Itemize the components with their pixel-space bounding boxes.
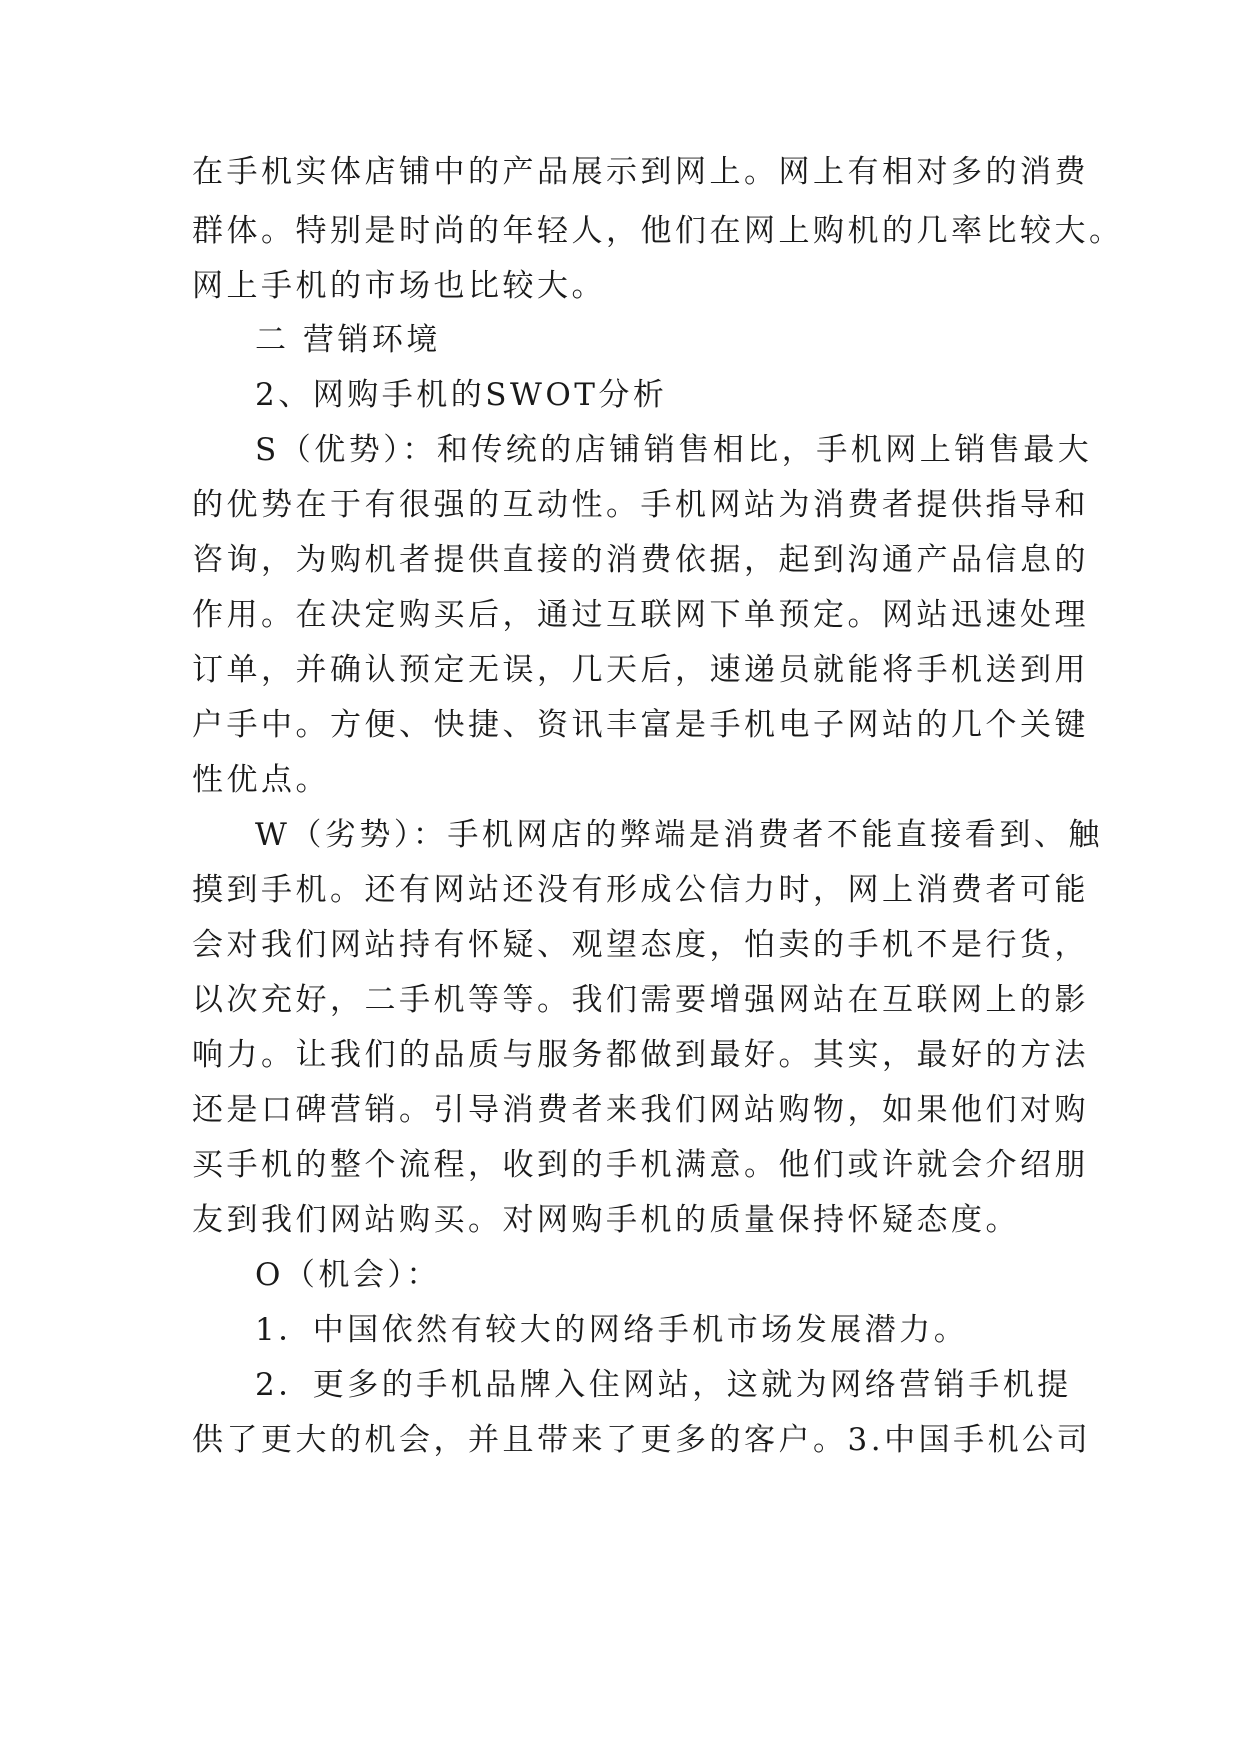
text-line: 网上手机的市场也比较大。 [192,268,606,304]
text-line: 响力。让我们的品质与服务都做到最好。其实，最好的方法 [192,1037,1089,1073]
list-item: 2．更多的手机品牌入住网站，这就为网络营销手机提 [255,1367,1072,1403]
text-line: 咨询，为购机者提供直接的消费依据，起到沟通产品信息的 [192,542,1089,578]
text-line: 在手机实体店铺中的产品展示到网上。网上有相对多的消费 [192,154,1089,190]
text-line: 还是口碑营销。引导消费者来我们网站购物，如果他们对购 [192,1092,1089,1128]
text-line: 群体。特别是时尚的年轻人，他们在网上购机的几率比较大。 [192,213,1124,249]
text-line: W（劣势）：手机网店的弊端是消费者不能直接看到、触 [255,817,1103,853]
text-line: 性优点。 [192,762,330,798]
text-line: 会对我们网站持有怀疑、观望态度，怕卖的手机不是行货， [192,927,1089,963]
text-line: S（优势）：和传统的店铺销售相比，手机网上销售最大 [255,432,1093,468]
text-line: 友到我们网站购买。对网购手机的质量保持怀疑态度。 [192,1202,1020,1238]
text-line: 供了更大的机会，并且带来了更多的客户。3.中国手机公司 [192,1422,1092,1458]
text-line: 作用。在决定购买后，通过互联网下单预定。网站迅速处理 [192,597,1089,633]
text-line: 订单，并确认预定无误，几天后，速递员就能将手机送到用 [192,652,1089,688]
text-line: 户手中。方便、快捷、资讯丰富是手机电子网站的几个关键 [192,707,1089,743]
text-line: 摸到手机。还有网站还没有形成公信力时，网上消费者可能 [192,872,1089,908]
text-line: 以次充好，二手机等等。我们需要增强网站在互联网上的影 [192,982,1089,1018]
list-item: 1．中国依然有较大的网络手机市场发展潜力。 [255,1312,969,1348]
text-line: 买手机的整个流程，收到的手机满意。他们或许就会介绍朋 [192,1147,1089,1183]
subsection-heading: 2、网购手机的SWOT分析 [255,377,668,413]
text-line: 的优势在于有很强的互动性。手机网站为消费者提供指导和 [192,487,1089,523]
section-heading: 二 营销环境 [255,322,441,358]
text-line: O（机会）： [255,1257,441,1293]
